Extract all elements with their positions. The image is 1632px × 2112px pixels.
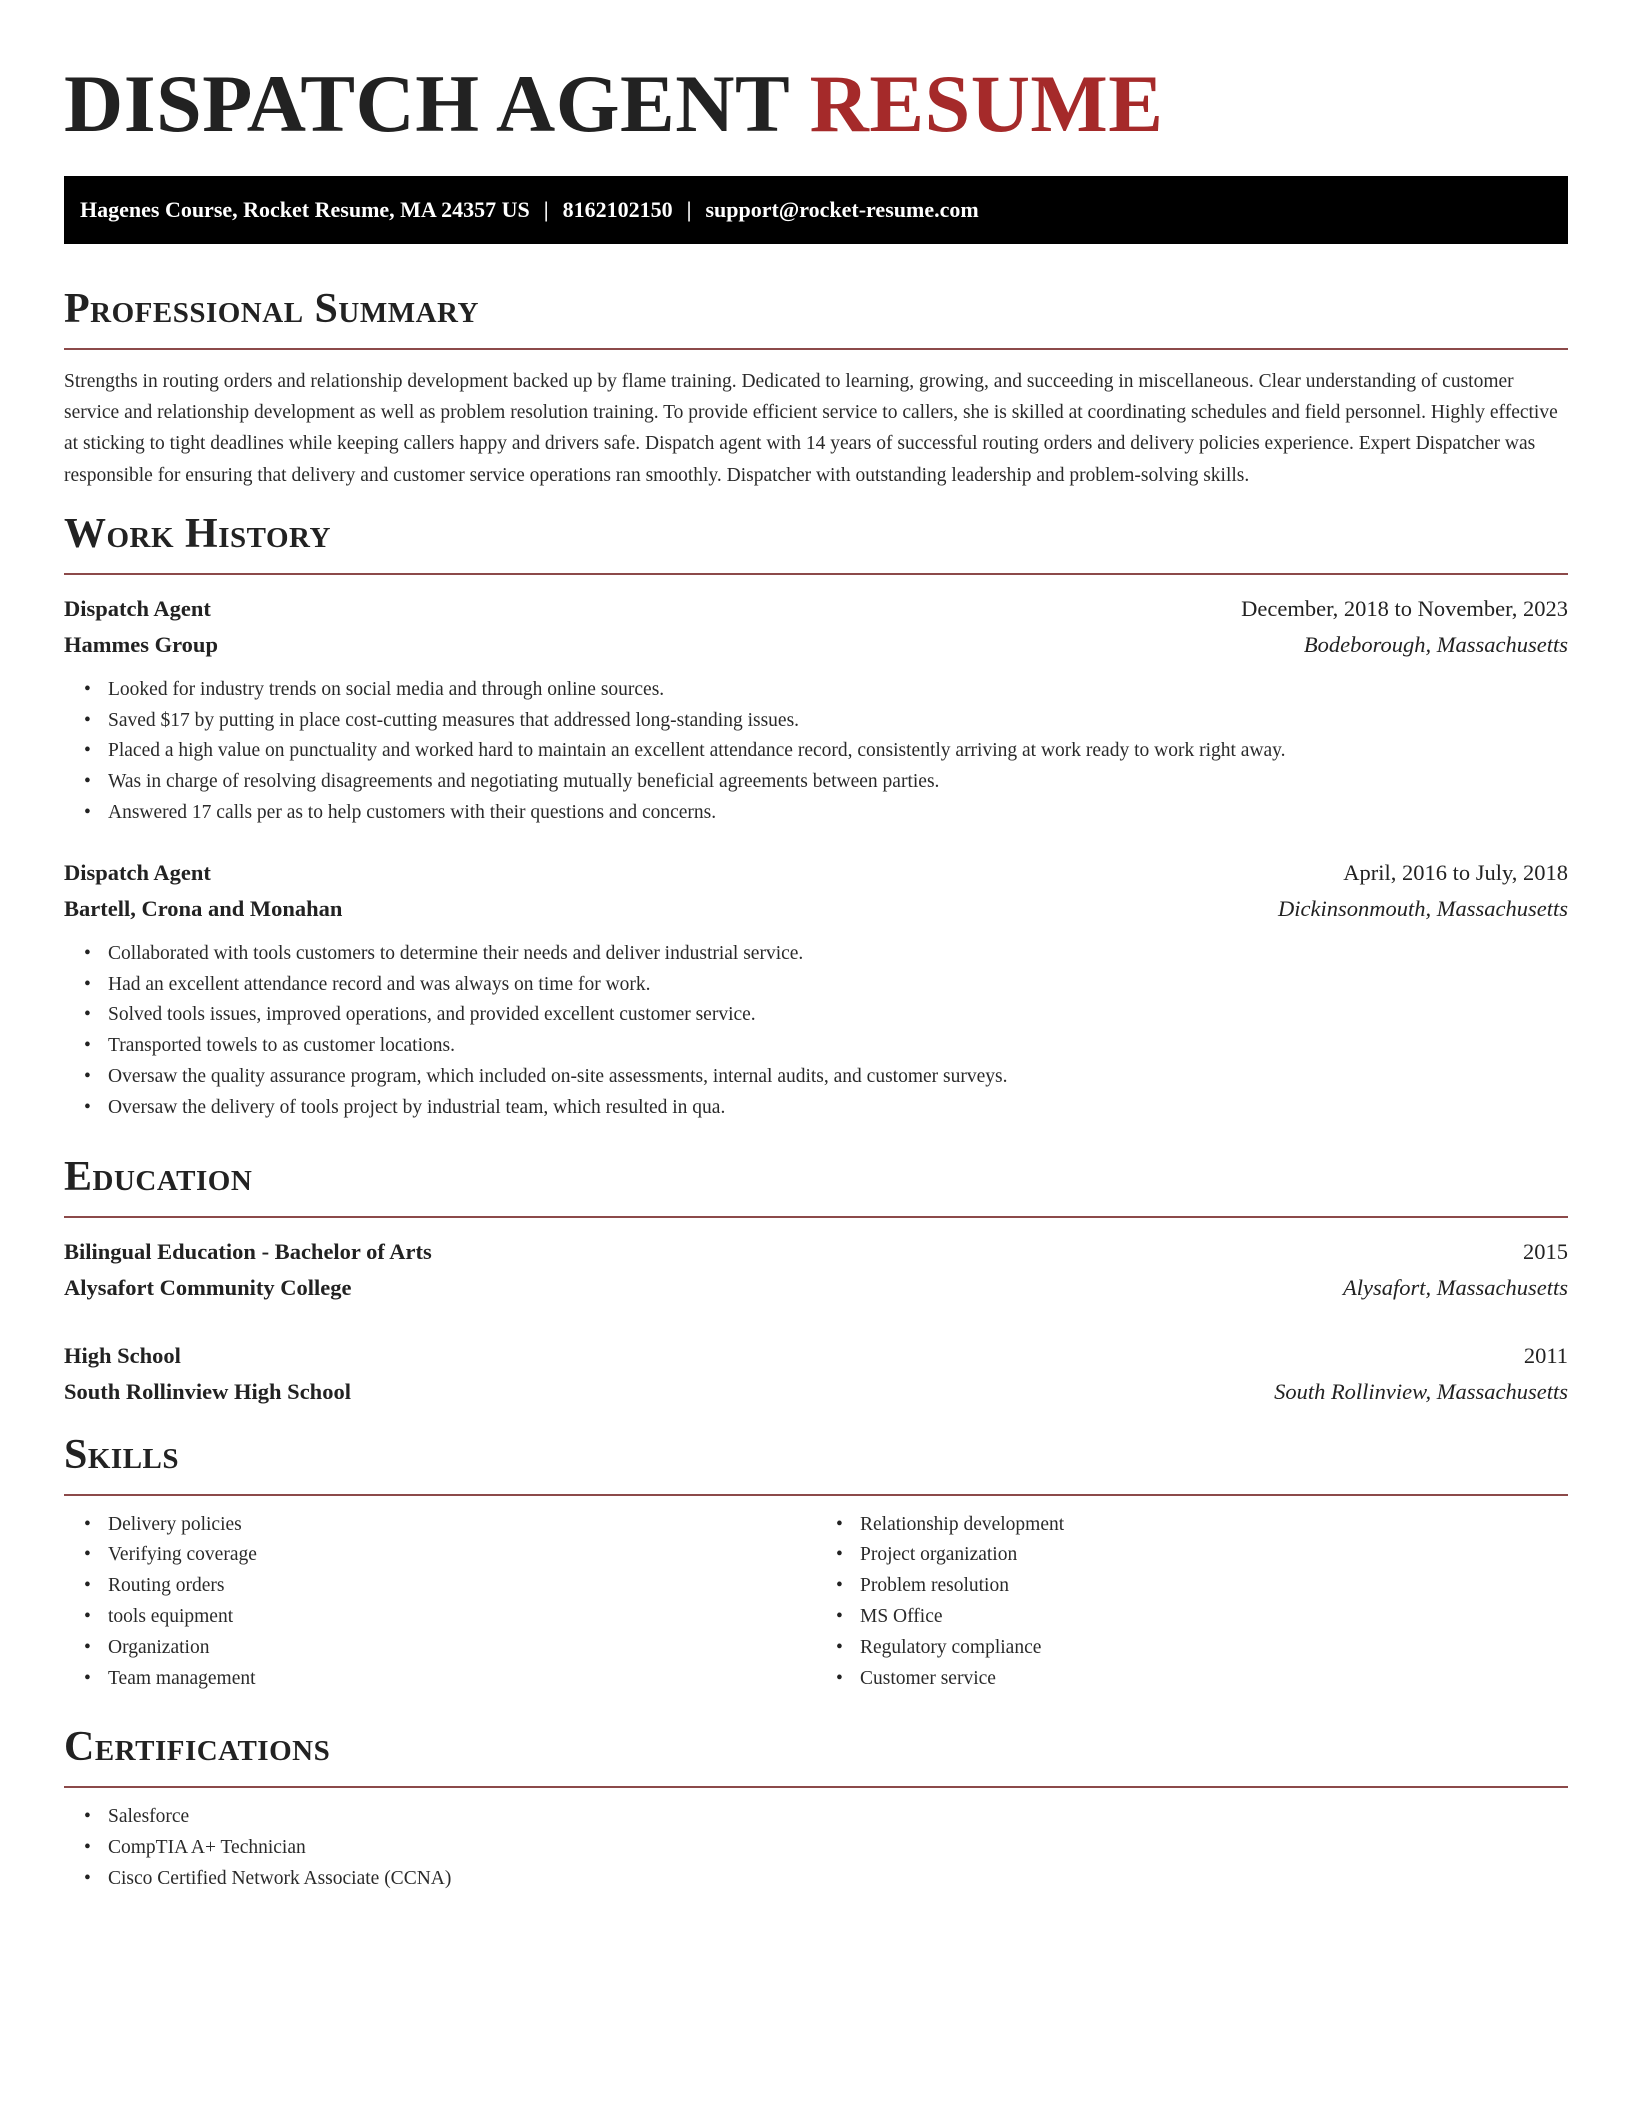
work-history-heading: Work History xyxy=(64,510,331,557)
job-header-row xyxy=(64,855,1568,891)
section-divider xyxy=(64,1494,1568,1496)
title-accent: RESUME xyxy=(809,58,1164,149)
title-main: DISPATCH AGENT xyxy=(64,58,789,149)
contact-email[interactable]: support@rocket-resume.com xyxy=(705,197,979,222)
education-year: 2011 xyxy=(1523,1342,1568,1368)
skill-item: • Relationship development xyxy=(860,1510,1568,1541)
education-school: Alysafort Community College xyxy=(64,1274,352,1300)
job-title: Dispatch Agent xyxy=(64,595,211,621)
certifications-heading: Certifications xyxy=(64,1724,331,1771)
list-item: • Transported towels to as customer locations. xyxy=(108,1031,1568,1062)
resume-title xyxy=(64,0,1568,150)
list-item: • Was in charge of resolving disagreements and negotiating mutually beneficial agreements between parties. xyxy=(108,767,1568,798)
resume-page xyxy=(64,0,1568,1895)
education-section xyxy=(64,1152,1568,1410)
education-school: South Rollinview High School xyxy=(64,1378,351,1404)
education-header-row xyxy=(64,1338,1568,1374)
section-divider xyxy=(64,1786,1568,1788)
work-history-section xyxy=(64,509,1568,1124)
list-item: • Had an excellent attendance record and was always on time for work. xyxy=(108,970,1568,1001)
skill-item: • Routing orders xyxy=(108,1571,816,1602)
section-divider xyxy=(64,1216,1568,1218)
list-item: • Answered 17 calls per as to help customers with their questions and concerns. xyxy=(108,798,1568,829)
certifications-list xyxy=(64,1802,1568,1894)
education-location: South Rollinview, Massachusetts xyxy=(1274,1378,1568,1404)
skill-item: • Delivery policies xyxy=(108,1510,816,1541)
skills-section xyxy=(64,1430,1568,1695)
job-company-row xyxy=(64,627,1568,663)
skill-item: • Customer service xyxy=(860,1664,1568,1695)
summary-text: Strengths in routing orders and relationship development backed up by flame training. Dedicated to learning, growing, and succeeding in miscellaneous. Clear understanding of customer service and relationship development as well as problem resolution training. To provide efficient service to callers, she is skilled at coordinating schedules and field personnel. Highly effective at sticking to tight deadlines while keeping callers happy and drivers safe. Dispatch agent with 14 years of successful routing orders and delivery policies experience. Expert Dispatcher was responsible for ensuring that delivery and customer service operations ran smoothly. Dispatcher with outstanding leadership and problem-solving skills. xyxy=(64,371,1558,486)
job-company: Bartell, Crona and Monahan xyxy=(64,895,343,921)
contact-bar xyxy=(64,176,1568,244)
list-item: • Saved $17 by putting in place cost-cutting measures that addressed long-standing issues. xyxy=(108,706,1568,737)
job-title: Dispatch Agent xyxy=(64,859,211,885)
skills-grid xyxy=(64,1510,1568,1695)
education-header-row xyxy=(64,1234,1568,1270)
education-degree: Bilingual Education - Bachelor of Arts xyxy=(64,1238,432,1264)
skill-item: • Verifying coverage xyxy=(108,1540,816,1571)
list-item: • Oversaw the delivery of tools project by industrial team, which resulted in qua. xyxy=(108,1093,1568,1124)
education-degree: High School xyxy=(64,1342,181,1368)
job-dates: April, 2016 to July, 2018 xyxy=(1343,859,1568,885)
contact-separator: | xyxy=(543,197,549,222)
skill-item: • tools equipment xyxy=(108,1602,816,1633)
education-school-row xyxy=(64,1374,1568,1410)
list-item: • Looked for industry trends on social media and through online sources. xyxy=(108,675,1568,706)
education-school-row xyxy=(64,1270,1568,1306)
skill-item: • MS Office xyxy=(860,1602,1568,1633)
section-divider xyxy=(64,573,1568,575)
skills-list-left xyxy=(64,1510,816,1695)
skill-item: • Problem resolution xyxy=(860,1571,1568,1602)
job-bullets xyxy=(64,939,1568,1124)
list-item: • Oversaw the quality assurance program, which included on-site assessments, internal audits, and customer surveys. xyxy=(108,1062,1568,1093)
job-header-row xyxy=(64,591,1568,627)
skill-item: • Team management xyxy=(108,1664,816,1695)
section-divider xyxy=(64,348,1568,350)
education-heading: Education xyxy=(64,1153,253,1200)
education-entry xyxy=(64,1338,1568,1410)
contact-address: Hagenes Course, Rocket Resume, MA 24357 US xyxy=(80,197,530,222)
skills-list-right xyxy=(816,1510,1568,1695)
skill-item: • Regulatory compliance xyxy=(860,1633,1568,1664)
job-location: Bodeborough, Massachusetts xyxy=(1303,631,1568,657)
list-item: • Solved tools issues, improved operations, and provided excellent customer service. xyxy=(108,1000,1568,1031)
job-entry xyxy=(64,591,1568,829)
list-item: • Collaborated with tools customers to determine their needs and deliver industrial service. xyxy=(108,939,1568,970)
job-dates: December, 2018 to November, 2023 xyxy=(1241,595,1568,621)
skills-heading: Skills xyxy=(64,1431,180,1478)
education-entry xyxy=(64,1234,1568,1306)
contact-separator: | xyxy=(686,197,692,222)
summary-section xyxy=(64,284,1568,491)
certification-item: • Salesforce xyxy=(108,1802,1568,1833)
education-year: 2015 xyxy=(1523,1238,1568,1264)
summary-heading: Professional Summary xyxy=(64,286,479,332)
job-company-row xyxy=(64,891,1568,927)
certification-item: • Cisco Certified Network Associate (CCNA) xyxy=(108,1864,1568,1895)
list-item: • Placed a high value on punctuality and worked hard to maintain an excellent attendance record, consistently arriving at work ready to work right away. xyxy=(108,736,1568,767)
job-location: Dickinsonmouth, Massachusetts xyxy=(1278,895,1568,921)
certification-item: • CompTIA A+ Technician xyxy=(108,1833,1568,1864)
skill-item: • Organization xyxy=(108,1633,816,1664)
education-location: Alysafort, Massachusetts xyxy=(1343,1274,1568,1300)
skill-item: • Project organization xyxy=(860,1540,1568,1571)
job-company: Hammes Group xyxy=(64,631,218,657)
job-bullets xyxy=(64,675,1568,829)
contact-phone[interactable]: 8162102150 xyxy=(562,197,673,222)
certifications-section xyxy=(64,1722,1568,1894)
job-entry xyxy=(64,855,1568,1124)
